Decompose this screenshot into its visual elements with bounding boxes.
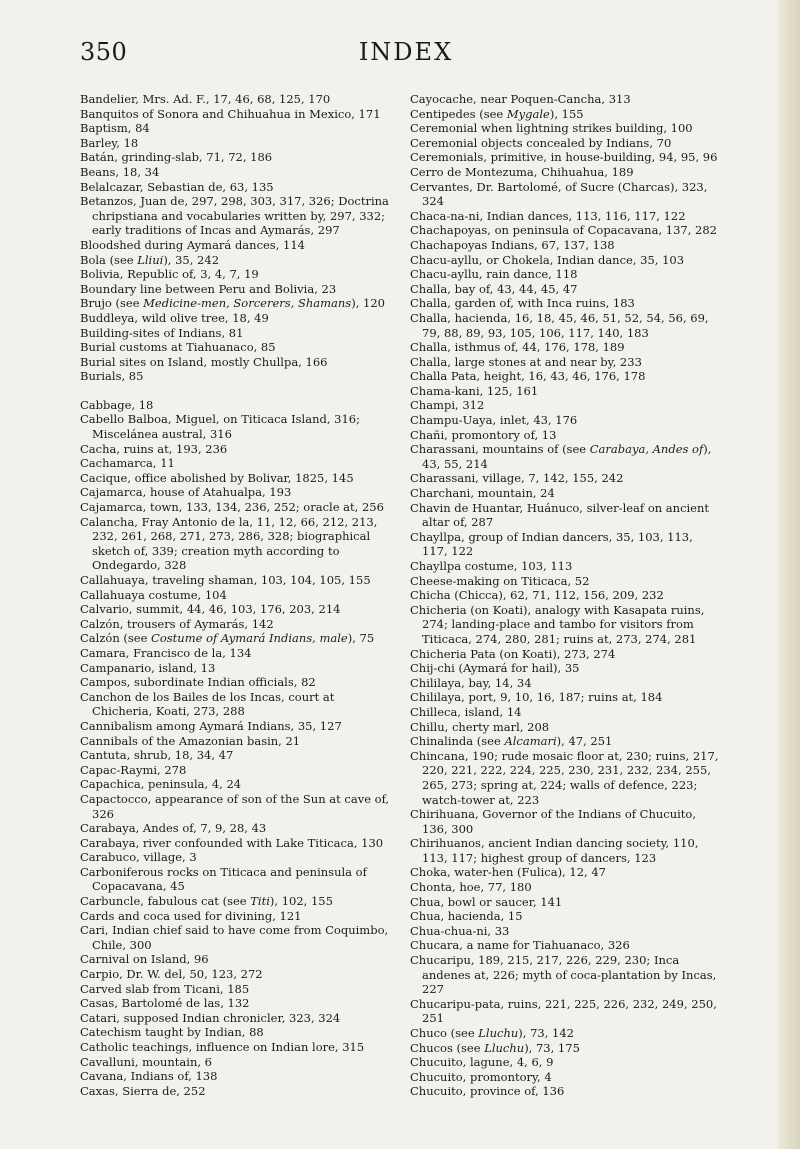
index-entry-text: Beans, 18, 34 — [80, 164, 160, 179]
index-entry-text: ), 120 — [351, 296, 385, 311]
index-entry — [410, 311, 720, 340]
index-entry — [80, 836, 390, 851]
index-entry-text: Carbuncle, fabulous cat (see — [80, 894, 251, 909]
index-entry-text: Cards and coca used for divining, 121 — [80, 908, 302, 923]
index-entry — [410, 909, 720, 924]
index-entry-text: Burials, 85 — [80, 369, 144, 384]
index-entry-text: Calancha, Fray Antonio de la, 11, 12, 66, 212, 213, 232, 261, 268, 271, 273, 286, 328; biographical sketch of, 339; creation myth according to Ondegardo, 328 — [80, 514, 378, 573]
index-entry-text: Carboniferous rocks on Titicaca and peninsula of Copacavana, 45 — [80, 864, 367, 894]
index-entry-text: Cabbage, 18 — [80, 397, 154, 412]
index-entry — [410, 997, 720, 1026]
index-entry-text: Carpio, Dr. W. del, 50, 123, 272 — [80, 967, 263, 982]
index-entry — [410, 807, 720, 836]
index-entry — [410, 340, 720, 355]
index-entry — [80, 121, 390, 136]
index-entry — [410, 180, 720, 209]
index-entry-text: ), 75 — [347, 631, 375, 646]
running-head-title: INDEX — [358, 38, 454, 66]
index-entry-text: Challa, hacienda, 16, 18, 45, 46, 51, 52, 54, 56, 69, 79, 88, 89, 93, 105, 106, 117, 140, 183 — [410, 310, 709, 340]
index-entry — [410, 895, 720, 910]
index-entry — [410, 428, 720, 443]
index-entry — [80, 194, 390, 238]
index-entry-text: ), 73, 142 — [518, 1026, 574, 1040]
index-entry-text: Chicheria Pata (on Koati), 273, 274 — [410, 646, 616, 661]
index-entry — [80, 253, 390, 268]
index-entry-text: Cannibalism among Aymará Indians, 35, 127 — [80, 718, 342, 733]
index-entry — [80, 456, 390, 471]
index-entry-text: Chua, hacienda, 15 — [410, 909, 523, 924]
index-entry-text: Carabaya, Andes of, 7, 9, 28, 43 — [80, 821, 267, 836]
index-entry-text: Chachapoyas, on peninsula of Copacavana, 137, 282 — [410, 223, 717, 238]
index-entry-text: Canchon de los Bailes de los Incas, court at Chicheria, Koati, 273, 288 — [80, 689, 335, 719]
index-entry — [410, 501, 720, 530]
index-entry — [80, 282, 390, 297]
index-entry-text: Burial sites on Island, mostly Chullpa, 166 — [80, 354, 328, 369]
index-entry-text: Charassani, village, 7, 142, 155, 242 — [410, 471, 624, 486]
index-entry — [80, 646, 390, 661]
index-entry — [410, 296, 720, 311]
index-entry-italic-ref: Lluchu — [478, 1026, 519, 1040]
index-entry-text: Campanario, island, 13 — [80, 660, 216, 675]
index-entry — [80, 355, 390, 370]
index-entry-text: Chicha (Chicca), 62, 71, 112, 156, 209, 232 — [410, 588, 664, 603]
index-entry — [80, 398, 390, 413]
index-entry-text: Chama-kani, 125, 161 — [410, 383, 539, 398]
index-entry-text: ), 47, 251 — [556, 734, 613, 749]
index-entry-text: Chucuito, lagune, 4, 6, 9 — [410, 1055, 554, 1070]
index-entry — [80, 967, 390, 982]
index-entry-text: Betanzos, Juan de, 297, 298, 303, 317, 326; Doctrina chripstiana and vocabularies written by, 297, 332; early traditions of Incas and Aymarás, 297 — [80, 194, 389, 238]
index-entry-text: Choka, water-hen (Fulica), 12, 47 — [410, 865, 606, 880]
index-entry — [410, 1041, 720, 1056]
index-entry — [80, 1055, 390, 1070]
index-entry — [80, 588, 390, 603]
index-entry — [80, 982, 390, 997]
index-entry-text: Chua-chua-ni, 33 — [410, 923, 510, 938]
index-entry-text: Chachapoyas Indians, 67, 137, 138 — [410, 237, 615, 252]
index-entry — [80, 136, 390, 151]
index-entry-text: Chayllpa costume, 103, 113 — [410, 559, 573, 573]
index-entry — [410, 223, 720, 238]
index-entry-text: Baptism, 84 — [80, 121, 150, 136]
index-entry-text: Chavin de Huantar, Huánuco, silver-leaf on ancient altar of, 287 — [410, 500, 710, 530]
index-entry-text: Cavana, Indians of, 138 — [80, 1069, 218, 1084]
index-entry — [410, 647, 720, 662]
index-entry-text: Catholic teachings, influence on Indian lore, 315 — [80, 1040, 365, 1054]
index-entry-text: Cari, Indian chief said to have come from Coquimbo, Chile, 300 — [80, 923, 389, 952]
index-entry-text: Capachica, peninsula, 4, 24 — [80, 777, 242, 792]
index-entry — [410, 442, 720, 471]
index-entry — [80, 734, 390, 749]
index-entry — [410, 690, 720, 705]
index-entry — [410, 530, 720, 559]
page-number: 350 — [80, 38, 128, 66]
index-entry — [80, 661, 390, 676]
index-entry — [410, 836, 720, 865]
index-entry — [80, 180, 390, 195]
index-entry-text: Chucuito, promontory, 4 — [410, 1069, 552, 1084]
index-entry-text: Chua, bowl or saucer, 141 — [410, 894, 563, 909]
index-entry-text: Challa, garden of, with Inca ruins, 183 — [410, 296, 635, 311]
index-entry-text: Chirihuana, Governor of the Indians of Chucuito, 136, 300 — [410, 807, 697, 836]
index-entry-text: Carabuco, village, 3 — [80, 850, 197, 865]
index-entry — [410, 413, 720, 428]
index-entry-text: Carabaya, river confounded with Lake Titicaca, 130 — [80, 835, 384, 850]
index-entry — [80, 865, 390, 894]
index-entry — [410, 865, 720, 880]
index-entry-text: Challa, large stones at and near by, 233 — [410, 354, 642, 369]
index-entry-italic-ref: Titi — [250, 894, 270, 909]
index-entry — [80, 238, 390, 253]
index-entry — [410, 603, 720, 647]
index-entry-text: Chillu, cherty marl, 208 — [410, 719, 550, 734]
index-entry — [410, 209, 720, 224]
index-entry — [80, 442, 390, 457]
index-entry-text: Campos, subordinate Indian officials, 82 — [80, 675, 316, 690]
index-entry — [80, 1011, 390, 1026]
index-entry-text: Banquitos of Sonora and Chihuahua in Mexico, 171 — [80, 106, 381, 121]
index-entry-text: Cavalluni, mountain, 6 — [80, 1054, 212, 1069]
index-entry-text: Chincana, 190; rude mosaic floor at, 230; ruins, 217, 220, 221, 222, 224, 225, 230, 231, 232, 234, 255, 265, 273; spring at, 224; walls of defence, 223; watch-tower at, 223 — [410, 748, 719, 807]
index-entry — [80, 92, 390, 107]
index-entry — [80, 909, 390, 924]
index-entry — [80, 515, 390, 573]
index-entry-text: ), 155 — [549, 106, 584, 121]
index-entry-text: Calzón (see — [80, 631, 152, 646]
index-entry — [410, 471, 720, 486]
index-entry — [80, 340, 390, 355]
index-entry-text: Capactocco, appearance of son of the Sun at cave of, 326 — [80, 791, 390, 821]
index-entry — [80, 821, 390, 836]
index-entry-text: Barley, 18 — [80, 135, 139, 150]
index-entry-text: Chacu-ayllu, or Chokela, Indian dance, 35, 103 — [410, 252, 685, 267]
index-entry-text: Challa Pata, height, 16, 43, 46, 176, 178 — [410, 369, 646, 384]
index-entry — [80, 1069, 390, 1084]
index-entry — [80, 996, 390, 1011]
index-entry-italic-ref: Carabaya, Andes of — [589, 442, 704, 457]
index-entry — [80, 107, 390, 122]
index-entry-text: Cantuta, shrub, 18, 34, 47 — [80, 748, 234, 763]
index-column-right — [410, 92, 720, 1099]
index-entry-text: Chañi, promontory of, 13 — [410, 427, 557, 442]
index-entry — [80, 777, 390, 792]
index-entry-text: Charassani, mountains of (see — [410, 442, 590, 457]
index-entry — [80, 326, 390, 341]
index-entry — [410, 1084, 720, 1099]
index-entry-italic-ref: Medicine-men, Sorcerers, Shamans — [143, 296, 352, 311]
index-entry-text: Bandelier, Mrs. Ad. F., 17, 46, 68, 125, 170 — [80, 92, 331, 106]
index-entry — [80, 500, 390, 515]
index-entry-text: Chucaripu, 189, 215, 217, 226, 229, 230; Inca andenes at, 226; myth of coca-plantation by Incas, 227 — [410, 953, 717, 997]
index-entry — [410, 1055, 720, 1070]
index-entry — [410, 938, 720, 953]
index-entry — [80, 631, 390, 646]
index-entry — [80, 690, 390, 719]
index-entry — [410, 267, 720, 282]
index-entry-text: Bolivia, Republic of, 3, 4, 7, 19 — [80, 267, 259, 282]
index-entry — [410, 253, 720, 268]
index-entry — [410, 734, 720, 749]
index-entry-text: Champu-Uaya, inlet, 43, 176 — [410, 413, 578, 428]
index-entry-text: Chayllpa, group of Indian dancers, 35, 103, 113, 117, 122 — [410, 529, 693, 559]
index-entry-text: ), 43, 55, 214 — [422, 442, 712, 471]
index-entry — [410, 1070, 720, 1085]
index-entry-italic-ref: Alcamari — [504, 734, 557, 749]
index-entry — [80, 675, 390, 690]
index-entry-text: Chicheria (on Koati), analogy with Kasapata ruins, 274; landing-place and tambo for visitors from Titicaca, 274, 280, 281; ruins at, 273, 274, 281 — [410, 602, 705, 646]
index-entry-text: ), 35, 242 — [163, 252, 220, 267]
index-entry — [410, 282, 720, 297]
index-entry-text: Callahuaya costume, 104 — [80, 587, 227, 602]
index-entry — [80, 1040, 390, 1055]
index-entry — [410, 705, 720, 720]
index-entry — [80, 573, 390, 588]
index-entry — [410, 136, 720, 151]
index-entry — [410, 676, 720, 691]
index-entry-text: Chililaya, bay, 14, 34 — [410, 675, 532, 690]
index-entry-text: Cabello Balboa, Miguel, on Titicaca Island, 316; Miscelánea austral, 316 — [80, 412, 360, 442]
index-entry-text: Bloodshed during Aymará dances, 114 — [80, 237, 305, 252]
index-entry-text: Chinalinda (see — [410, 734, 505, 749]
index-entry-text: Cacha, ruins at, 193, 236 — [80, 441, 228, 456]
index-entry-text: Chij-chi (Aymará for hail), 35 — [410, 661, 580, 676]
index-entry-text: Catechism taught by Indian, 88 — [80, 1025, 264, 1040]
index-entry-text: Chucaripu-pata, ruins, 221, 225, 226, 232, 249, 250, 251 — [410, 996, 717, 1026]
index-entry — [410, 238, 720, 253]
index-entry — [410, 953, 720, 997]
index-entry — [80, 471, 390, 486]
index-entry — [410, 720, 720, 735]
index-entry — [80, 894, 390, 909]
index-entry-text: Centipedes (see — [410, 106, 507, 121]
index-entry — [80, 150, 390, 165]
index-entry — [80, 719, 390, 734]
index-entry-italic-ref: Lliui — [137, 252, 164, 267]
index-entry-text: Challa, isthmus of, 44, 176, 178, 189 — [410, 340, 625, 355]
index-entry — [410, 355, 720, 370]
index-entry-italic-ref: Lluchu — [484, 1040, 525, 1055]
index-entry — [410, 749, 720, 807]
index-entry-text: Ceremonial objects concealed by Indians, 70 — [410, 135, 672, 150]
page-header — [80, 38, 732, 78]
index-entry-text: Building-sites of Indians, 81 — [80, 325, 244, 340]
index-entry-text: Cacique, office abolished by Bolivar, 1825, 145 — [80, 470, 354, 485]
index-entry — [410, 92, 720, 107]
index-entry — [410, 1026, 720, 1041]
index-entry-text: Camara, Francisco de la, 134 — [80, 645, 252, 660]
index-entry — [410, 486, 720, 501]
index-entry — [80, 952, 390, 967]
index-entry — [80, 792, 390, 821]
index-entry-text: Cannibals of the Amazonian basin, 21 — [80, 733, 301, 748]
index-entry-text: Chucuito, province of, 136 — [410, 1084, 565, 1099]
index-entry-text: Brujo (see — [80, 296, 144, 311]
index-entry-text: Chacu-ayllu, rain dance, 118 — [410, 267, 578, 282]
index-entry-italic-ref: Costume of Aymará Indians, male — [151, 631, 348, 646]
index-entry-text: Chirihuanos, ancient Indian dancing society, 110, 113, 117; highest group of dancers, 123 — [410, 836, 699, 865]
index-entry-text: Buddleya, wild olive tree, 18, 49 — [80, 310, 269, 325]
index-entry — [410, 588, 720, 603]
index-entry-text: Calzón, trousers of Aymarás, 142 — [80, 616, 274, 631]
index-entry — [80, 412, 390, 441]
index-entry-text: Caxas, Sierra de, 252 — [80, 1083, 206, 1098]
index-entry — [80, 165, 390, 180]
index-entry-text: ), 73, 175 — [524, 1040, 580, 1055]
index-entry-text: Chuco (see — [410, 1026, 479, 1040]
index-column-left — [80, 92, 390, 1098]
index-entry — [410, 398, 720, 413]
index-entry-text: Ceremonial when lightning strikes building, 100 — [410, 121, 693, 136]
index-entry — [80, 850, 390, 865]
index-entry — [80, 763, 390, 778]
index-entry — [410, 384, 720, 399]
index-entry — [410, 165, 720, 180]
index-entry-text: Cajamarca, town, 133, 134, 236, 252; oracle at, 256 — [80, 500, 384, 515]
index-entry-text: Chililaya, port, 9, 10, 16, 187; ruins at, 184 — [410, 690, 663, 705]
index-entry-text: Ceremonials, primitive, in house-building, 94, 95, 96 — [410, 150, 718, 165]
index-entry-text: Belalcazar, Sebastian de, 63, 135 — [80, 179, 274, 194]
index-entry — [80, 485, 390, 500]
index-entry — [80, 296, 390, 311]
index-entry-text: Callahuaya, traveling shaman, 103, 104, 105, 155 — [80, 573, 371, 587]
index-entry-text: Cachamarca, 11 — [80, 456, 175, 471]
index-entry — [410, 121, 720, 136]
index-entry — [410, 661, 720, 676]
index-entry-text: Calvario, summit, 44, 46, 103, 176, 203, 214 — [80, 602, 341, 617]
index-entry-text: Burial customs at Tiahuanaco, 85 — [80, 340, 276, 355]
index-entry — [80, 602, 390, 617]
index-entry-text: Batán, grinding-slab, 71, 72, 186 — [80, 150, 273, 165]
index-entry — [410, 107, 720, 122]
index-entry — [410, 880, 720, 895]
index-entry-text: Chilleca, island, 14 — [410, 704, 522, 719]
index-entry — [80, 1084, 390, 1099]
index-entry — [410, 574, 720, 589]
index-entry-text: Chucara, a name for Tiahuanaco, 326 — [410, 938, 630, 953]
index-entry-text: Champi, 312 — [410, 398, 485, 413]
index-entry-text: Chonta, hoe, 77, 180 — [410, 880, 532, 895]
index-entry — [80, 267, 390, 282]
index-entry-text: Casas, Bartolomé de las, 132 — [80, 996, 250, 1011]
index-entry-text: Cheese-making on Titicaca, 52 — [410, 573, 590, 588]
index-entry-text: Capac-Raymi, 278 — [80, 762, 187, 777]
index-entry — [410, 150, 720, 165]
index-entry-text: Cajamarca, house of Atahualpa, 193 — [80, 485, 292, 500]
index-entry — [410, 924, 720, 939]
index-entry — [80, 311, 390, 326]
index-entry-italic-ref: Mygale — [506, 106, 550, 121]
index-entry-text: Charchani, mountain, 24 — [410, 486, 555, 501]
index-entry-text: Carnival on Island, 96 — [80, 952, 209, 967]
index-entry-text: Challa, bay of, 43, 44, 45, 47 — [410, 281, 578, 296]
index-entry — [80, 748, 390, 763]
index-entry — [80, 923, 390, 952]
index-entry — [80, 369, 390, 384]
index-entry-text: Chucos (see — [410, 1040, 485, 1055]
index-entry-text: Cerro de Montezuma, Chihuahua, 189 — [410, 164, 634, 179]
index-entry — [410, 369, 720, 384]
index-entry-text: Boundary line between Peru and Bolivia, 23 — [80, 281, 337, 296]
index-entry-text: ), 102, 155 — [269, 894, 333, 909]
index-entry-text: Cayocache, near Poquen-Cancha, 313 — [410, 92, 631, 106]
index-entry — [80, 617, 390, 632]
index-entry-text: Bola (see — [80, 252, 138, 267]
index-entry-text: Catari, supposed Indian chronicler, 323, 324 — [80, 1010, 341, 1025]
page-edge-shadow — [778, 0, 800, 1149]
index-entry — [410, 559, 720, 574]
index-entry-text: Cervantes, Dr. Bartolomé, of Sucre (Charcas), 323, 324 — [410, 179, 708, 209]
index-entry — [80, 1025, 390, 1040]
index-entry-text: Chaca-na-ni, Indian dances, 113, 116, 117, 122 — [410, 208, 686, 223]
index-entry-text: Carved slab from Ticani, 185 — [80, 981, 250, 996]
